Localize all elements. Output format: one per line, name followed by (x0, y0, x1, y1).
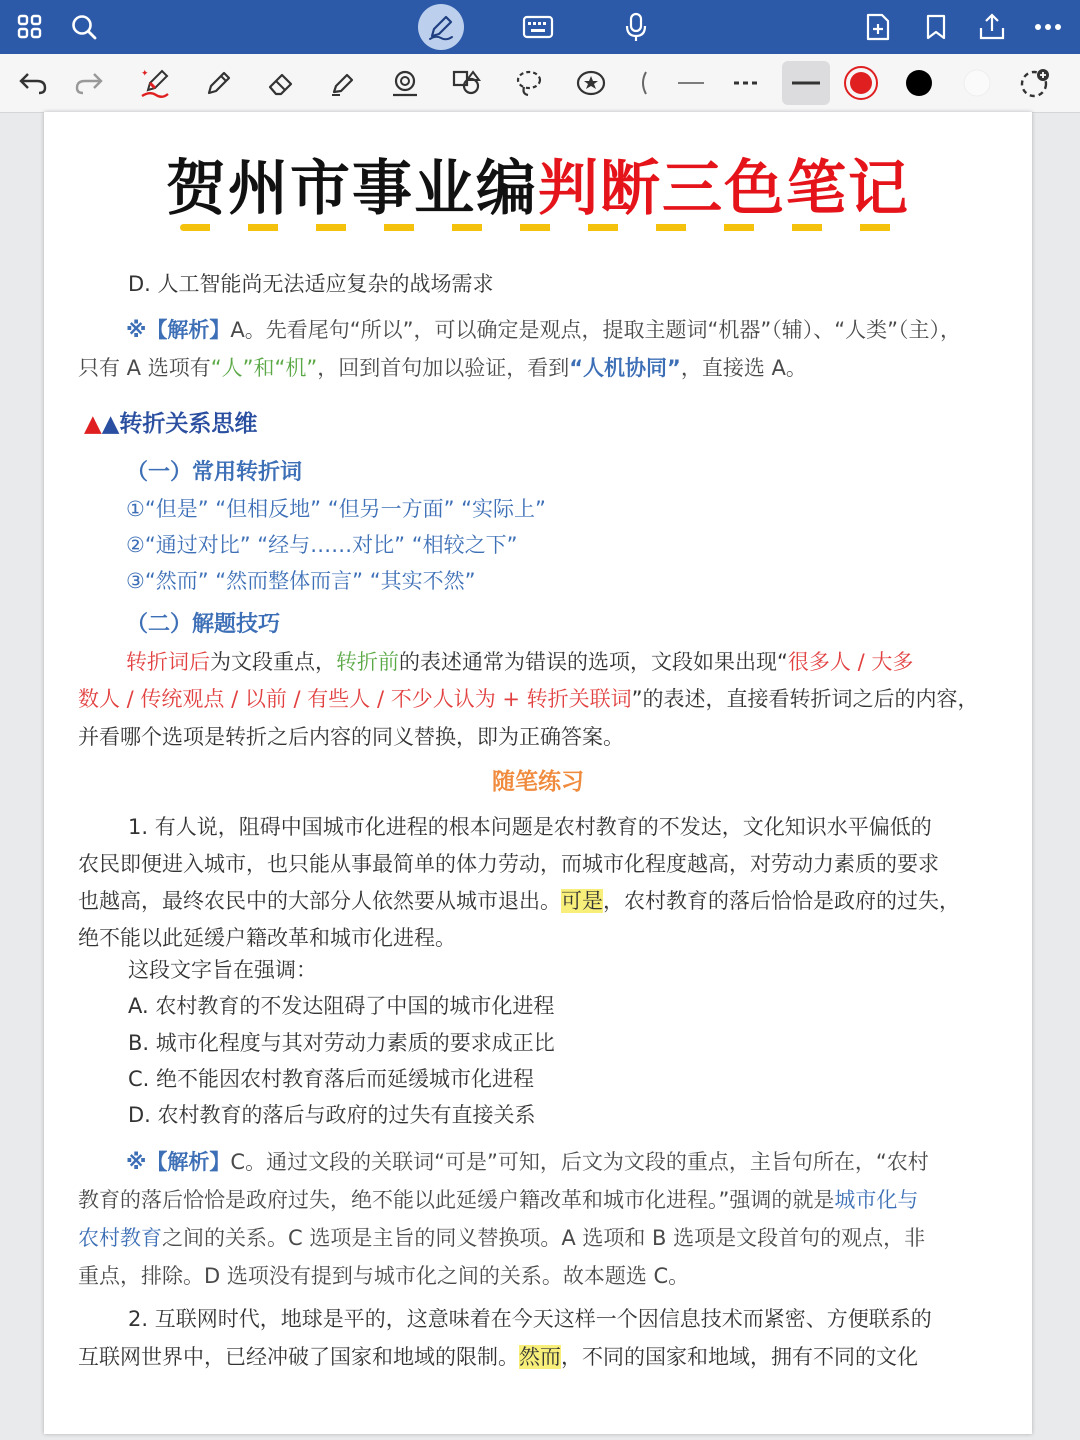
share-icon[interactable] (974, 9, 1010, 45)
q1-line-3: 也越高，最终农民中的大部分人依然要从城市退出。可是，农村教育的落后恰恰是政府的过失， (78, 889, 960, 913)
q1-line-4: 绝不能以此延缓户籍改革和城市化进程。 (78, 926, 456, 950)
turning-words-line-3: ③“然而” “然而整体而言” “其实不然” (126, 569, 476, 593)
color-white-swatch[interactable] (958, 64, 996, 102)
lasso-select-icon[interactable] (510, 64, 548, 102)
q1-stem: 这段文字旨在强调： (128, 958, 317, 982)
subsection-common-words: （一）常用转折词 (126, 460, 303, 485)
tape-icon[interactable] (630, 64, 650, 102)
analysis-2-line-2: 教育的落后恰恰是政府过失，绝不能以此延缓户籍改革和城市化进程。”强调的就是城市化与 (78, 1188, 919, 1212)
highlight-raner: 然而 (519, 1345, 561, 1369)
bookmark-icon[interactable] (918, 9, 954, 45)
q1-line-1: 1. 有人说，阻碍中国城市化进程的根本问题是农村教育的不发达，文化知识水平偏低的 (128, 815, 932, 839)
turning-words-line-2: ②“通过对比” “经与……对比” “相较之下” (126, 533, 518, 557)
eraser-icon[interactable] (262, 64, 300, 102)
analysis-2-line-1: ※【解析】C。通过文段的关联词“可是”可知，后文为文段的重点，主旨句所在，“农村 (126, 1150, 929, 1174)
q2-line-1: 2. 互联网时代，地球是平的，这意味着在今天这样一个因信息技术而紧密、方便联系的 (128, 1307, 932, 1331)
q1-option-a: A. 农村教育的不发达阻碍了中国的城市化进程 (128, 994, 555, 1018)
highlighter-icon[interactable] (324, 64, 362, 102)
stroke-dashed-option[interactable] (728, 64, 766, 102)
add-page-icon[interactable] (860, 9, 896, 45)
ink-to-text-pen-icon[interactable] (136, 64, 174, 102)
highlight-kesh: 可是 (561, 889, 603, 913)
redo-icon[interactable] (70, 64, 108, 102)
subsection-solving-tips: （二）解题技巧 (126, 612, 281, 637)
title-dashed-underline (180, 224, 900, 231)
practice-title: 随笔练习 (492, 769, 584, 795)
more-options-icon[interactable] (1030, 9, 1066, 45)
analysis-1-mark: ※【解析】 (126, 318, 231, 342)
color-black-swatch[interactable] (900, 64, 938, 102)
drawing-toolbar (0, 54, 1080, 113)
title-black-part: 贺州市事业编 (166, 154, 538, 224)
q1-line-2: 农民即便进入城市，也只能从事最简单的体力劳动，而城市化程度越高，对劳动力素质的要求 (78, 852, 939, 876)
tip-line-3: 并看哪个选项是转折之后内容的同义替换，即为正确答案。 (78, 725, 624, 749)
color-red-swatch[interactable] (842, 64, 880, 102)
pen-mode-icon[interactable] (418, 4, 464, 50)
shapes-icon[interactable] (448, 64, 486, 102)
q1-option-b: B. 城市化程度与其对劳动力素质的要求成正比 (128, 1031, 555, 1055)
analysis-1-line-1: ※【解析】A。先看尾句“所以”，可以确定是观点，提取主题词“机器”（辅）、“人类”（主）， (126, 318, 962, 342)
microphone-icon[interactable] (618, 9, 654, 45)
analysis-2-mark: ※【解析】 (126, 1150, 231, 1174)
search-icon[interactable] (66, 9, 102, 45)
sticker-icon[interactable] (572, 64, 610, 102)
stroke-thin-option[interactable] (672, 64, 710, 102)
page-title (44, 150, 1032, 228)
stroke-thick-option[interactable] (782, 61, 830, 105)
prev-question-option-d: D. 人工智能尚无法适应复杂的战场需求 (128, 272, 494, 296)
section-title: ▲▲转折关系思维 (84, 411, 258, 437)
add-color-icon[interactable] (1016, 64, 1054, 102)
tip-line-2: 数人 / 传统观点 / 以前 / 有些人 / 不少人认为 + 转折关联词”的表述，直接看转折词之后的内容， (78, 687, 979, 711)
analysis-2-line-3: 农村教育之间的关系。C 选项是主旨的同义替换项。A 选项和 B 选项是文段首句的观点，非 (78, 1226, 926, 1250)
q2-line-2: 互联网世界中，已经冲破了国家和地域的限制。然而，不同的国家和地域，拥有不同的文化 (78, 1345, 918, 1369)
svg-text:✦: ✦ (141, 69, 149, 79)
note-page[interactable] (44, 112, 1032, 1434)
title-red-part: 判断三色笔记 (538, 154, 910, 224)
analysis-1-line-2: 只有 A 选项有“人”和“机”，回到首句加以验证，看到“人机协同”，直接选 A。 (78, 356, 807, 380)
grid-view-icon[interactable] (12, 9, 48, 45)
keyboard-icon[interactable] (520, 9, 556, 45)
q1-option-c: C. 绝不能因农村教育落后而延缓城市化进程 (128, 1067, 535, 1091)
undo-icon[interactable] (14, 64, 52, 102)
analysis-2-line-4: 重点，排除。D 选项没有提到与城市化之间的关系。故本题选 C。 (78, 1264, 690, 1288)
shape-recognition-icon[interactable] (386, 64, 424, 102)
turning-words-line-1: ①“但是” “但相反地” “但另一方面” “实际上” (126, 497, 546, 521)
app-bar (0, 0, 1080, 54)
q1-option-d: D. 农村教育的落后与政府的过失有直接关系 (128, 1103, 536, 1127)
pencil-icon[interactable] (200, 64, 238, 102)
tip-line-1: 转折词后为文段重点，转折前的表述通常为错误的选项，文段如果出现“很多人 / 大多 (126, 650, 914, 674)
